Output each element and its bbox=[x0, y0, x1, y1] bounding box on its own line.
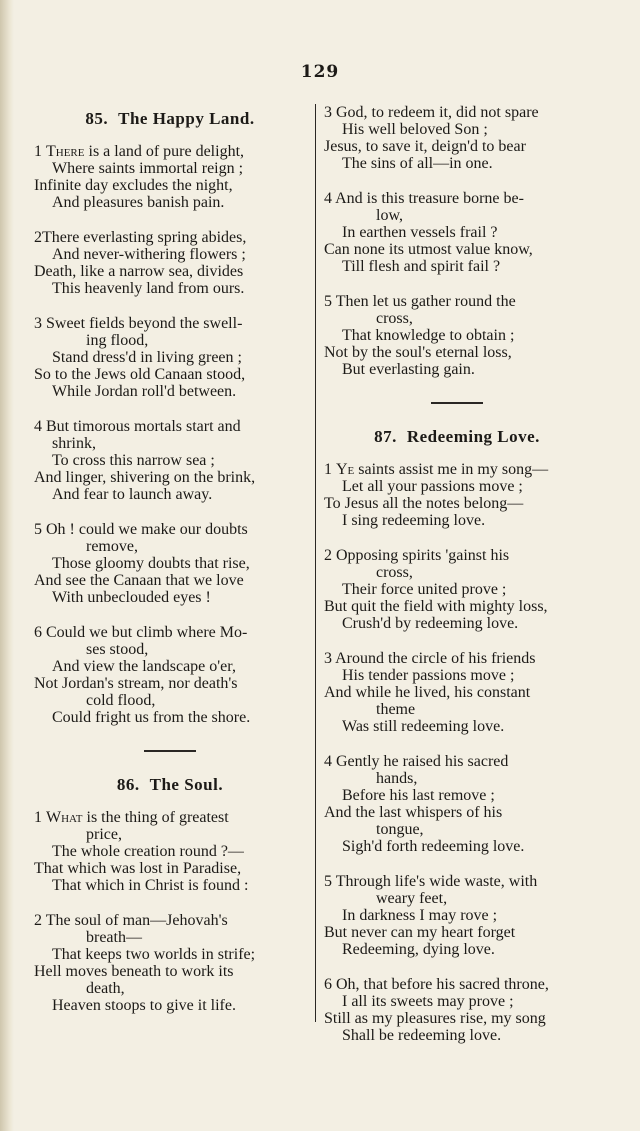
verse-line: With unbeclouded eyes ! bbox=[52, 589, 211, 606]
hymn-title bbox=[320, 428, 594, 446]
book-gutter-shadow bbox=[0, 0, 14, 1131]
verse bbox=[30, 418, 310, 503]
verse-line: In darkness I may rove ; bbox=[342, 907, 498, 924]
verse-line bbox=[320, 461, 594, 478]
verse-lead-word: Ye bbox=[336, 461, 355, 478]
verse-line: The whole creation round ?— bbox=[52, 843, 244, 860]
column-divider bbox=[315, 104, 316, 1022]
verse-line: Before his last remove ; bbox=[342, 787, 495, 804]
verse-line: Still as my pleasures rise, my song bbox=[324, 1010, 546, 1027]
verse-line bbox=[30, 624, 310, 641]
verse-line: And the last whispers of his bbox=[324, 804, 503, 821]
verse-text: There everlasting spring abides, bbox=[42, 229, 247, 246]
verse bbox=[320, 104, 594, 172]
verse-text: The soul of man—Jehovah's bbox=[45, 912, 228, 929]
verse-line: tongue, bbox=[376, 821, 424, 838]
verse-line: But quit the field with mighty loss, bbox=[324, 598, 548, 615]
verse-line bbox=[320, 650, 594, 667]
verse-line: Hell moves beneath to work its bbox=[34, 963, 234, 980]
verse-number: 1 bbox=[34, 143, 42, 160]
verse-line: Infinite day excludes the night, bbox=[34, 177, 233, 194]
verse-line: Redeeming, dying love. bbox=[342, 941, 495, 958]
verse-line: And while he lived, his constant bbox=[324, 684, 531, 701]
verse-line: While Jordan roll'd between. bbox=[52, 383, 237, 400]
verse bbox=[320, 976, 594, 1044]
verse-line: Death, like a narrow sea, divides bbox=[34, 263, 244, 280]
verse bbox=[30, 809, 310, 894]
verse-text: Oh ! could we make our doubts bbox=[46, 521, 248, 538]
verse bbox=[320, 650, 594, 735]
verse-line: I sing redeeming love. bbox=[342, 512, 486, 529]
verse-text: But timorous mortals start and bbox=[46, 418, 241, 435]
page-number: 129 bbox=[300, 62, 340, 82]
verse-line: Was still redeeming love. bbox=[342, 718, 505, 735]
verse-line bbox=[30, 521, 310, 538]
verse-text: And is this treasure borne be- bbox=[335, 190, 524, 207]
hymn-title-text: The Soul. bbox=[149, 775, 224, 794]
verse-line: But never can my heart forget bbox=[324, 924, 516, 941]
verse-line bbox=[320, 753, 594, 770]
verse bbox=[320, 190, 594, 275]
verse-line: That which was lost in Paradise, bbox=[34, 860, 242, 877]
verse-text: is the thing of greatest bbox=[82, 809, 229, 826]
verse bbox=[30, 912, 310, 1014]
verse-line bbox=[320, 104, 594, 121]
verse bbox=[30, 624, 310, 726]
verse bbox=[30, 315, 310, 400]
verse-line: His well beloved Son ; bbox=[342, 121, 488, 138]
verse-line: To Jesus all the notes belong— bbox=[324, 495, 524, 512]
hymn-number: 85. bbox=[85, 109, 109, 128]
verse-lead-word: There bbox=[46, 143, 85, 160]
verse-line: Where saints immortal reign ; bbox=[52, 160, 244, 177]
verse-line: Shall be redeeming love. bbox=[342, 1027, 502, 1044]
verse-number: 5 bbox=[34, 521, 42, 538]
verse-number: 3 bbox=[324, 104, 332, 121]
verse-line bbox=[320, 547, 594, 564]
verse-line bbox=[30, 229, 310, 246]
verse-line: low, bbox=[376, 207, 403, 224]
verse-line bbox=[30, 315, 310, 332]
verse-line: cross, bbox=[376, 310, 413, 327]
verse-line: And fear to launch away. bbox=[52, 486, 213, 503]
verse-number: 2 bbox=[34, 229, 42, 246]
left-column bbox=[30, 104, 310, 1031]
verse-text: Oh, that before his sacred throne, bbox=[336, 976, 549, 993]
verse-number: 6 bbox=[34, 624, 42, 641]
hymn-number: 86. bbox=[116, 775, 140, 794]
verse-text: Could we but climb where Mo- bbox=[46, 624, 248, 641]
verse-line: hands, bbox=[376, 770, 418, 787]
verse-line: His tender passions move ; bbox=[342, 667, 515, 684]
verse-number: 3 bbox=[324, 650, 332, 667]
verse-number: 2 bbox=[34, 912, 42, 929]
verse-line: That keeps two worlds in strife; bbox=[52, 946, 256, 963]
verse-line bbox=[30, 143, 310, 160]
verse-line: weary feet, bbox=[376, 890, 448, 907]
verse-line: This heavenly land from ours. bbox=[52, 280, 245, 297]
verse-line bbox=[320, 873, 594, 890]
hymn-separator bbox=[431, 402, 483, 404]
verse-line: Jesus, to save it, deign'd to bear bbox=[324, 138, 526, 155]
verse-number: 2 bbox=[324, 547, 332, 564]
verse-line: ses stood, bbox=[86, 641, 149, 658]
verse-number: 1 bbox=[34, 809, 42, 826]
verse-line: price, bbox=[86, 826, 122, 843]
verse-line: Heaven stoops to give it life. bbox=[52, 997, 236, 1014]
verse-text: Around the circle of his friends bbox=[335, 650, 536, 667]
verse-text: Gently he raised his sacred bbox=[336, 753, 509, 770]
hymn-separator bbox=[144, 750, 196, 752]
verse-line: Crush'd by redeeming love. bbox=[342, 615, 519, 632]
verse bbox=[320, 461, 594, 529]
verse-number: 4 bbox=[34, 418, 42, 435]
verse-line: That knowledge to obtain ; bbox=[342, 327, 515, 344]
verse-line: Let all your passions move ; bbox=[342, 478, 523, 495]
verse-line bbox=[30, 809, 310, 826]
verse-number: 1 bbox=[324, 461, 332, 478]
verse-text: Opposing spirits 'gainst his bbox=[336, 547, 510, 564]
verse-line: Not by the soul's eternal loss, bbox=[324, 344, 512, 361]
verse-line: And see the Canaan that we love bbox=[34, 572, 244, 589]
verse-line: Their force united prove ; bbox=[342, 581, 507, 598]
verse-line: And linger, shivering on the brink, bbox=[34, 469, 256, 486]
verse-line: remove, bbox=[86, 538, 138, 555]
verse-line: Stand dress'd in living green ; bbox=[52, 349, 242, 366]
verse-line: The sins of all—in one. bbox=[342, 155, 493, 172]
hymn-title-text: The Happy Land. bbox=[118, 109, 255, 128]
verse-line: theme bbox=[376, 701, 416, 718]
verse-line bbox=[30, 912, 310, 929]
verse-number: 6 bbox=[324, 976, 332, 993]
verse-line bbox=[320, 976, 594, 993]
verse bbox=[30, 143, 310, 211]
verse-line: Not Jordan's stream, nor death's bbox=[34, 675, 238, 692]
verse bbox=[320, 873, 594, 958]
verse-line: And pleasures banish pain. bbox=[52, 194, 225, 211]
verse-text: is a land of pure delight, bbox=[84, 143, 245, 160]
verse-text: saints assist me in my song— bbox=[354, 461, 549, 478]
verse-lead-word: What bbox=[46, 809, 83, 826]
hymn-title-text: Redeeming Love. bbox=[406, 427, 540, 446]
verse-line bbox=[320, 293, 594, 310]
verse-line: In earthen vessels frail ? bbox=[342, 224, 498, 241]
verse bbox=[30, 521, 310, 606]
verse bbox=[30, 229, 310, 297]
verse-text: Through life's wide waste, with bbox=[335, 873, 538, 890]
verse-line bbox=[30, 418, 310, 435]
verse-number: 4 bbox=[324, 753, 332, 770]
verse-line: To cross this narrow sea ; bbox=[52, 452, 215, 469]
hymn-title bbox=[30, 776, 310, 794]
verse-line: cold flood, bbox=[86, 692, 156, 709]
verse-line: So to the Jews old Canaan stood, bbox=[34, 366, 246, 383]
verse-line: shrink, bbox=[52, 435, 96, 452]
right-column bbox=[320, 104, 594, 1061]
verse-line: Could fright us from the shore. bbox=[52, 709, 251, 726]
verse-line: I all its sweets may prove ; bbox=[342, 993, 514, 1010]
verse-line: Those gloomy doubts that rise, bbox=[52, 555, 250, 572]
verse-line: But everlasting gain. bbox=[342, 361, 475, 378]
verse-line: breath— bbox=[86, 929, 142, 946]
hymn-title bbox=[30, 110, 310, 128]
verse-number: 4 bbox=[324, 190, 332, 207]
verse bbox=[320, 293, 594, 378]
verse-line: death, bbox=[86, 980, 125, 997]
verse-line: Sigh'd forth redeeming love. bbox=[342, 838, 525, 855]
verse-text: Sweet fields beyond the swell- bbox=[46, 315, 243, 332]
verse-line: And view the landscape o'er, bbox=[52, 658, 236, 675]
verse-line bbox=[320, 190, 594, 207]
verse-number: 5 bbox=[324, 873, 332, 890]
hymn-number: 87. bbox=[374, 427, 397, 446]
verse bbox=[320, 753, 594, 855]
verse-line: That which in Christ is found : bbox=[52, 877, 249, 894]
verse-line: Till flesh and spirit fail ? bbox=[342, 258, 501, 275]
verse-number: 3 bbox=[34, 315, 42, 332]
verse-line: cross, bbox=[376, 564, 413, 581]
verse-text: God, to redeem it, did not spare bbox=[336, 104, 539, 121]
verse-line: Can none its utmost value know, bbox=[324, 241, 533, 258]
verse-number: 5 bbox=[324, 293, 332, 310]
verse-line: ing flood, bbox=[86, 332, 149, 349]
verse-text: Then let us gather round the bbox=[335, 293, 516, 310]
verse-line: And never-withering flowers ; bbox=[52, 246, 246, 263]
verse bbox=[320, 547, 594, 632]
